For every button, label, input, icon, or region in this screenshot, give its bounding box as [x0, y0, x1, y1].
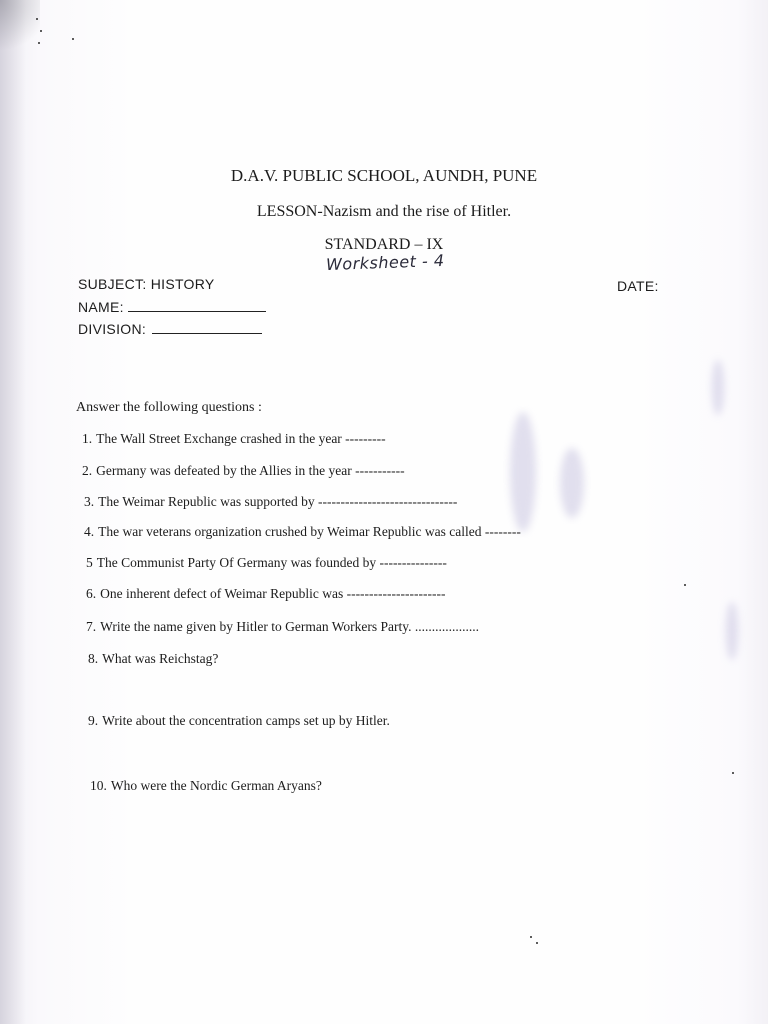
paper-speck [38, 42, 40, 44]
question-number: 6. [86, 586, 97, 601]
question-number: 4. [84, 524, 95, 539]
question-10 [90, 778, 322, 794]
division-blank-line[interactable] [152, 319, 262, 334]
question-1 [82, 431, 386, 447]
paper-speck [684, 584, 686, 586]
question-text: What was Reichstag? [102, 651, 219, 666]
name-blank-line[interactable] [128, 297, 266, 312]
question-9 [88, 713, 390, 729]
question-7 [86, 619, 479, 635]
name-row [78, 297, 266, 315]
question-text: One inherent defect of Weimar Republic was ---------------------- [100, 586, 446, 601]
question-text: Write the name given by Hitler to German Workers Party. ................... [100, 619, 480, 634]
question-number: 9. [88, 713, 99, 728]
name-label: NAME: [78, 299, 124, 315]
ink-smudge [712, 360, 724, 415]
question-number: 2. [82, 463, 93, 478]
ink-smudge [726, 602, 738, 660]
date-label: DATE: [617, 278, 659, 294]
question-number: 7. [86, 619, 97, 634]
paper-corner-shadow [0, 0, 40, 60]
instructions: Answer the following questions : [76, 400, 262, 415]
question-5 [86, 555, 447, 571]
question-4 [84, 524, 521, 540]
question-text: The Wall Street Exchange crashed in the year --------- [96, 431, 386, 446]
paper-speck [40, 30, 42, 32]
school-name: D.A.V. PUBLIC SCHOOL, AUNDH, PUNE [230, 166, 538, 185]
division-row [78, 319, 262, 337]
division-label: DIVISION: [78, 321, 147, 337]
standard-label: STANDARD – IX [324, 236, 444, 253]
question-number: 1. [82, 431, 93, 446]
ink-smudge [560, 448, 584, 518]
paper-speck [72, 38, 74, 40]
paper-speck [530, 936, 532, 938]
question-number: 3. [84, 494, 95, 509]
question-text: The Weimar Republic was supported by ------------------------------- [98, 494, 458, 509]
question-2 [82, 463, 405, 479]
question-8 [88, 651, 218, 667]
question-number: 8. [88, 651, 99, 666]
subject-label: SUBJECT: HISTORY [78, 276, 215, 292]
question-number: 10. [90, 778, 107, 793]
lesson-title: LESSON-Nazism and the rise of Hitler. [256, 203, 512, 220]
question-text: The war veterans organization crushed by Weimar Republic was called -------- [98, 524, 521, 539]
question-text: Who were the Nordic German Aryans? [110, 778, 322, 793]
question-text: The Communist Party Of Germany was founded by --------------- [96, 555, 447, 570]
ink-smudge [510, 412, 536, 532]
question-3 [84, 494, 457, 510]
paper-speck [36, 18, 38, 20]
question-6 [86, 586, 445, 602]
paper-speck [536, 942, 538, 944]
question-text: Germany was defeated by the Allies in the year ----------- [96, 463, 405, 478]
question-number: 5 [86, 555, 93, 570]
question-text: Write about the concentration camps set up by Hitler. [102, 713, 390, 728]
paper-shadow [0, 0, 26, 1024]
paper-speck [732, 772, 734, 774]
worksheet-number-handwritten: Worksheet - 4 [325, 250, 445, 275]
